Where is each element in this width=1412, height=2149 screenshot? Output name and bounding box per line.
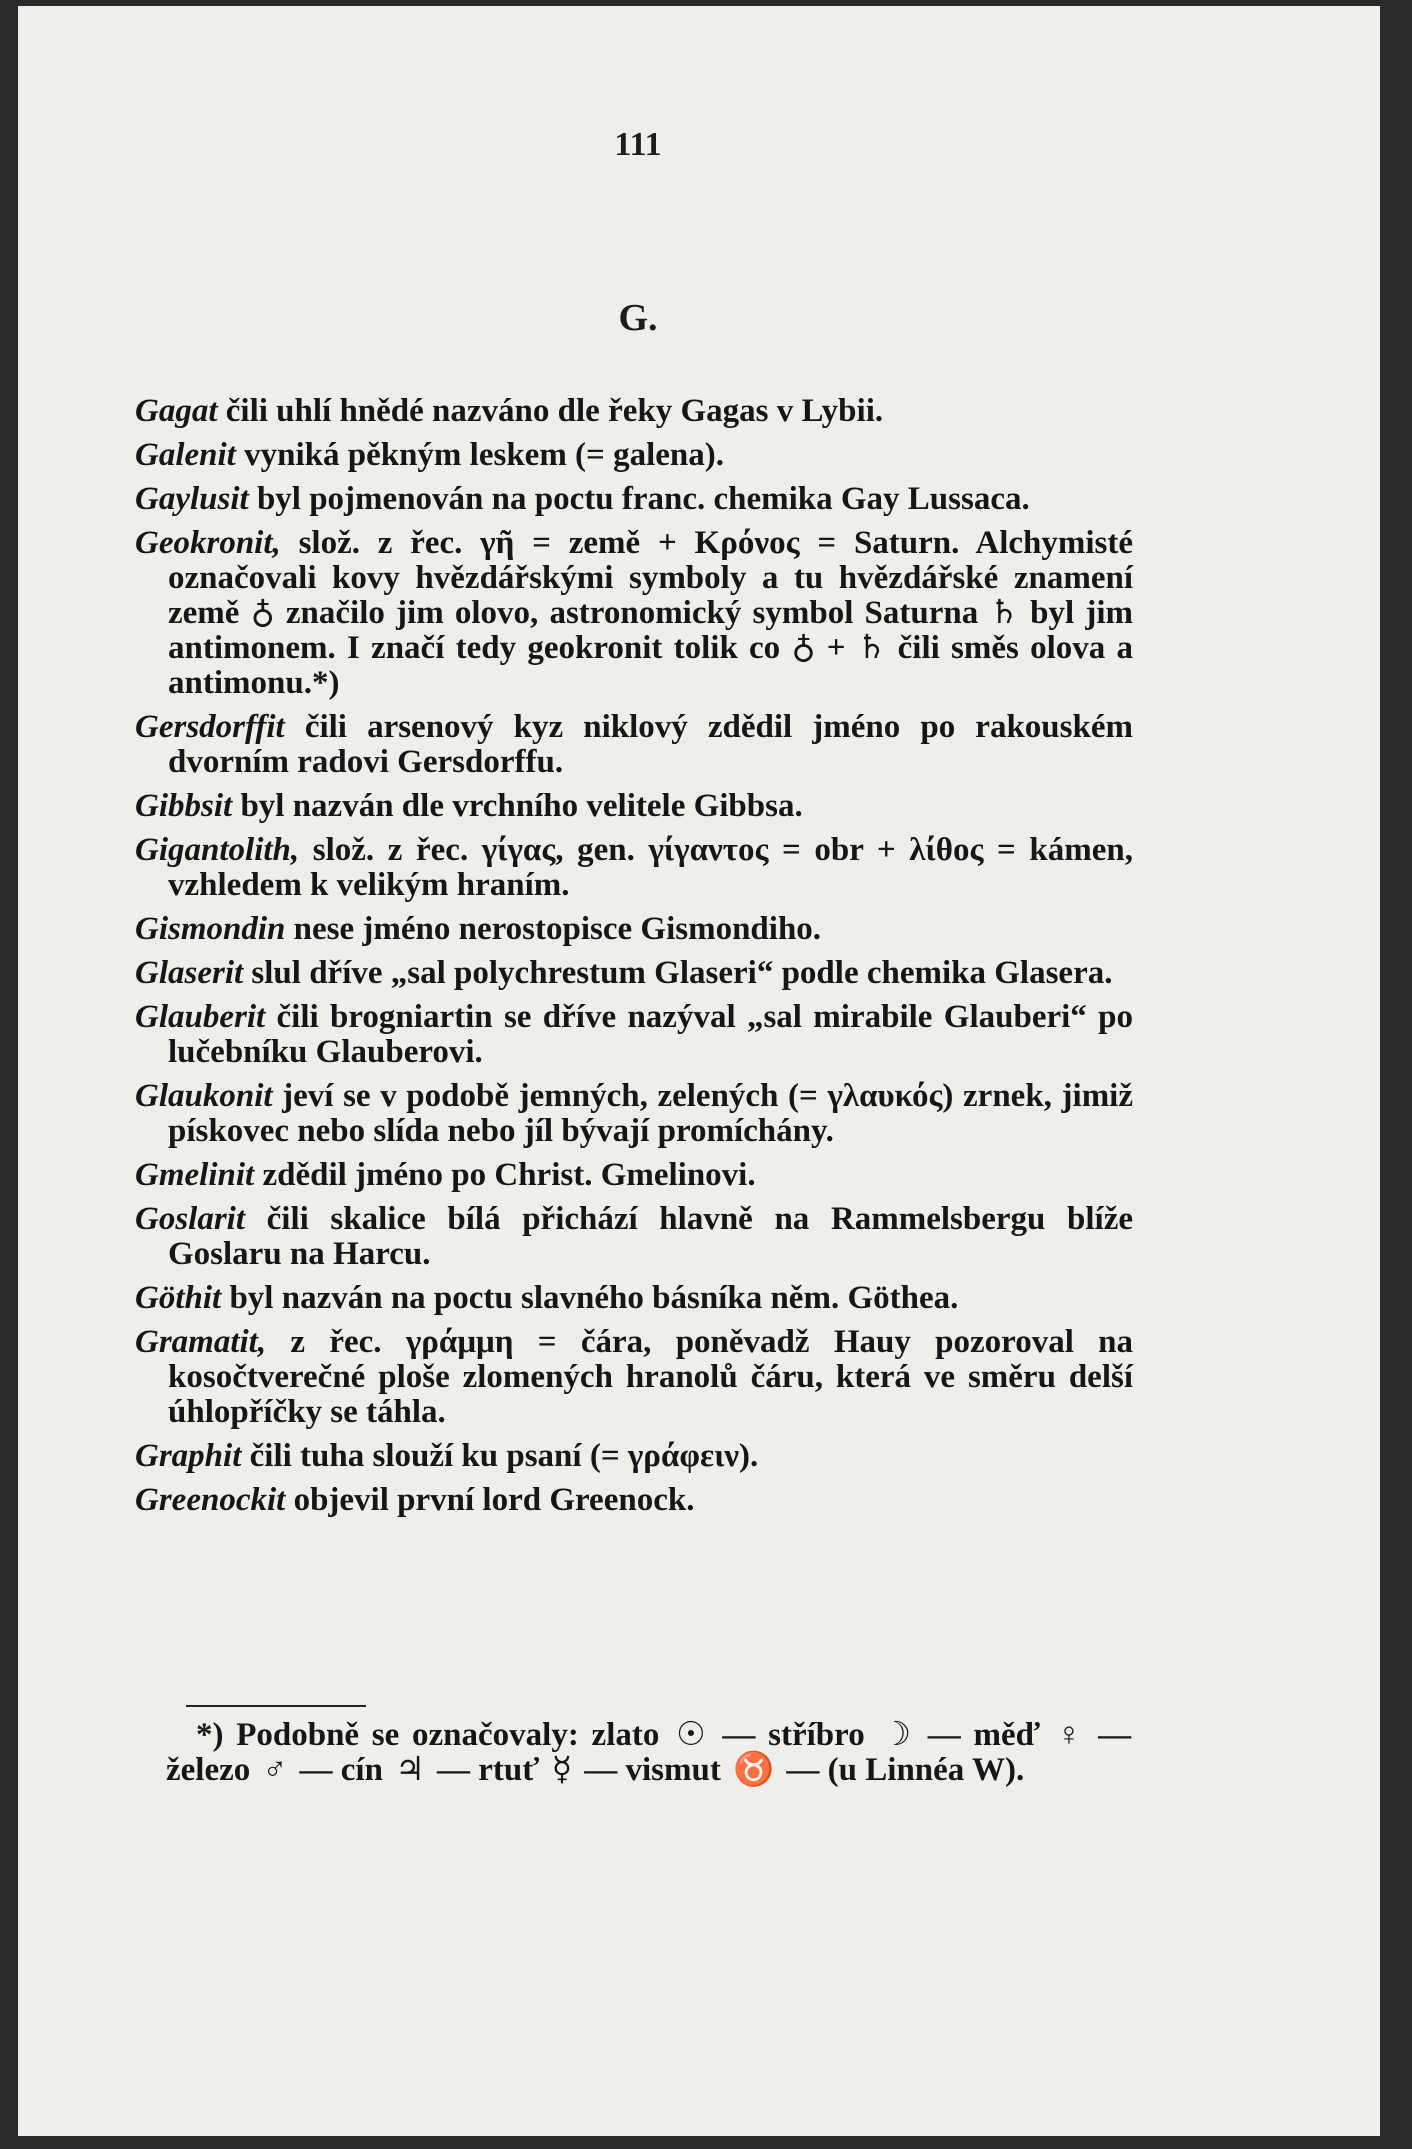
entry-gramatit: [135, 1325, 1133, 1430]
mars-icon: ♂: [262, 1752, 288, 1788]
moon-icon: ☽: [881, 1717, 912, 1753]
taurus-icon: ♉: [733, 1752, 775, 1788]
entry-term: Göthit: [135, 1280, 222, 1316]
entry-text: čili tuha slouží ku psaní (= γράφειν).: [249, 1438, 759, 1474]
entry-term: Gramatit,: [135, 1324, 267, 1360]
entry-gersdorffit: [135, 710, 1133, 780]
page-number: 111: [614, 126, 662, 163]
footnote-text: — (u Linnéa W).: [786, 1752, 1025, 1788]
entry-text: z řec. γράμμη = čára, poněvadž Hauy pozoroval na kosočtverečné ploše zlomených hranolů čáru, která ve směru delší úhlopříčky se táhla.: [168, 1324, 1133, 1430]
entry-text: objevil první lord Greenock.: [293, 1482, 695, 1518]
entry-term: Gismondin: [135, 911, 286, 947]
entry-text: byl nazván na poctu slavného básníka něm. Göthea.: [229, 1280, 959, 1316]
entry-term: Gersdorffit: [135, 709, 285, 745]
entry-galenit: [135, 438, 1133, 473]
footnote: [166, 1718, 1131, 1788]
venus-icon: ♀: [1056, 1717, 1082, 1753]
entry-text: čili uhlí hnědé nazváno dle řeky Gagas v Lybii.: [225, 393, 884, 429]
entry-term: Glaukonit: [135, 1078, 273, 1114]
entry-text: slul dříve „sal polychrestum Glaseri“ podle chemika Glasera.: [251, 955, 1113, 991]
entry-term: Graphit: [135, 1438, 242, 1474]
entry-gmelinit: [135, 1158, 1133, 1193]
footnote-text: — cín: [299, 1752, 383, 1788]
entry-term: Gmelinit: [135, 1157, 255, 1193]
jupiter-icon: ♃: [395, 1752, 425, 1788]
footnote-text: — rtuť: [437, 1752, 540, 1788]
entry-term: Gigantolith,: [135, 832, 300, 868]
entry-term: Geokronit,: [135, 525, 281, 561]
entry-glaukonit: [135, 1079, 1133, 1149]
entry-gismondin: [135, 912, 1133, 947]
entry-gaylusit: [135, 482, 1133, 517]
entry-text: nese jméno nerostopisce Gismondiho.: [293, 911, 822, 947]
entry-term: Galenit: [135, 437, 236, 473]
mercury-icon: ☿: [551, 1752, 572, 1788]
footnote-lead: *) Podobně se označovaly: zlato: [196, 1717, 660, 1753]
entry-term: Glauberit: [135, 999, 266, 1035]
entry-term: Greenockit: [135, 1482, 286, 1518]
footnote-text: — železo: [166, 1717, 1132, 1788]
entry-gothit: [135, 1281, 1133, 1316]
entry-text: slož. z řec. γῆ = země + Κρόνος = Saturn. Alchymisté označovali kovy hvězdářskými symboly a tu hvězdářské znamení země ♁ značilo jim olovo, astronomický symbol Saturna ♄ byl jim antimonem. I značí tedy geokronit tolik co ♁ + ♄ čili směs olova a antimonu.*): [168, 525, 1133, 701]
entry-term: Gaylusit: [135, 481, 249, 517]
footnote-text: — stříbro: [722, 1717, 865, 1753]
entry-text: čili skalice bílá přichází hlavně na Rammelsbergu blíže Goslaru na Harcu.: [168, 1201, 1133, 1272]
entry-term: Gibbsit: [135, 788, 233, 824]
entry-goslarit: [135, 1202, 1133, 1272]
entry-text: vyniká pěkným leskem (= galena).: [244, 437, 725, 473]
entry-text: zdědil jméno po Christ. Gmelinovi.: [262, 1157, 756, 1193]
entry-gibbsit: [135, 789, 1133, 824]
entry-term: Goslarit: [135, 1201, 246, 1237]
entry-glauberit: [135, 1000, 1133, 1070]
entry-gagat: [135, 394, 1133, 429]
footnote-divider: [186, 1705, 366, 1707]
entry-graphit: [135, 1439, 1133, 1474]
entry-gigantolith: [135, 833, 1133, 903]
footnote-text: — vismut: [584, 1752, 721, 1788]
entry-text: čili brogniartin se dříve nazýval „sal mirabile Glauberi“ po lučebníku Glauberovi.: [168, 999, 1133, 1070]
entry-glaserit: [135, 956, 1133, 991]
entry-text: byl nazván dle vrchního velitele Gibbsa.: [240, 788, 803, 824]
entry-text: slož. z řec. γίγας, gen. γίγαντος = obr + λίθος = kámen, vzhledem k velikým hraním.: [168, 832, 1133, 903]
entry-term: Glaserit: [135, 955, 244, 991]
entry-list: [135, 394, 1133, 1527]
entry-text: byl pojmenován na poctu franc. chemika Gay Lussaca.: [256, 481, 1030, 517]
entry-text: čili arsenový kyz niklový zdědil jméno po rakouském dvorním radovi Gersdorffu.: [168, 709, 1133, 780]
section-heading: G.: [618, 297, 658, 339]
entry-text: jeví se v podobě jemných, zelených (= γλαυκός) zrnek, jimiž pískovec nebo slída nebo jíl bývají promíchány.: [168, 1078, 1134, 1149]
entry-term: Gagat: [135, 393, 218, 429]
entry-greenockit: [135, 1483, 1133, 1518]
entry-geokronit: [135, 526, 1133, 701]
book-page: [18, 6, 1380, 2136]
sun-icon: ☉: [676, 1717, 706, 1753]
footnote-text: — měď: [927, 1717, 1040, 1753]
